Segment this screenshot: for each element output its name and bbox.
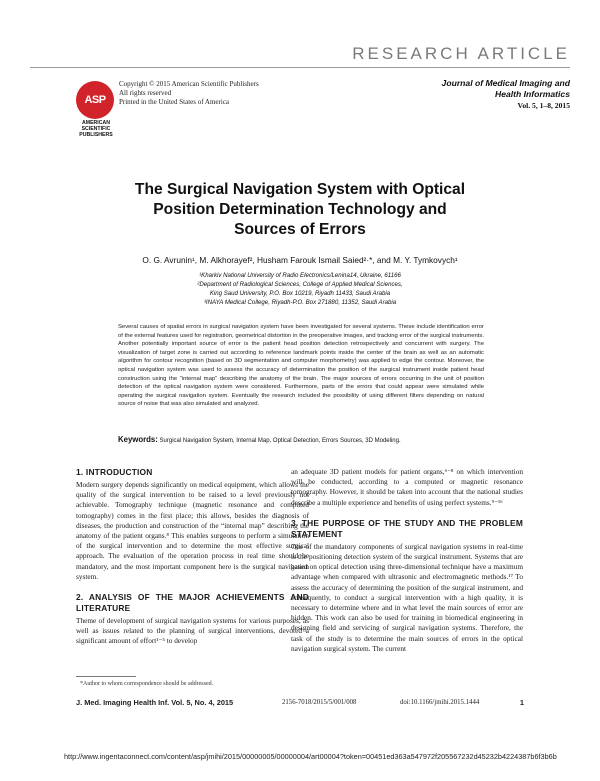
section-text: One of the mandatory components of surgical navigation systems in real-time is the positioning detection system of the surgical instrument. Systems that are based on optical detection using three-dimensional technique have a maximum advantage when compared with ultrasonic and electromagnetic methods.¹⁷ To assess the accuracy of determining the position of the surgical instrument, and consequently, to conduct a surgical intervention with a high quality, it is necessary to determine where and in what level the main sources of error are hidden. This work can also be used for training in biomedical engineering in designing field and servicing of surgical navigation systems. Therefore, the task of the study is to determine the main sources of errors in the optical navigation surgical system. The current	[291, 541, 523, 653]
copyright-block	[119, 80, 259, 107]
right-column	[291, 467, 523, 654]
journal-name-line1: Journal of Medical Imaging and	[441, 78, 570, 88]
keywords-list: Surgical Navigation System, Internal Map, Optical Detection, Errors Sources, 3D Modeling.	[159, 438, 401, 444]
title-line: The Surgical Navigation System with Optical	[134, 181, 466, 198]
publisher-name-line: SCIENTIFIC	[81, 126, 111, 132]
section-text: Theme of development of surgical navigation systems for various purposes, as well as issues related to the planning of surgical interventions, devoted a significant amount of effort¹⁻⁵ to develop	[76, 616, 309, 646]
footnote-rule	[76, 676, 136, 677]
section-text: an adequate 3D patient models for patient organs,⁶⁻⁸ on which intervention will be conducted, according to a computed or magnetic resonance tomography. However, it should be taken into account that the national studies describe a multiple experience and benefits of using perfect systems.⁹⁻¹⁶	[291, 467, 523, 507]
copyright-line: All rights reserved	[119, 89, 172, 97]
copyright-line: Printed in the United States of America	[119, 98, 230, 106]
affiliation-line: ¹Kharkiv National University of Radio Electronics/Lenina14, Ukraine, 61166	[199, 272, 401, 279]
footer-issn: 2156-7018/2015/5/001/008	[282, 699, 357, 706]
section-heading: 2. ANALYSIS OF THE MAJOR ACHIEVEMENTS AND LITERATURE	[76, 592, 309, 614]
copyright-line: Copyright © 2015 American Scientific Publishers	[119, 80, 259, 88]
section-heading: 1. INTRODUCTION	[76, 467, 153, 477]
footnote: *Author to whom correspondence should be addressed.	[80, 681, 214, 687]
footer-page-number: 1	[519, 698, 524, 707]
left-column	[76, 467, 309, 647]
publisher-name-line: PUBLISHERS	[79, 132, 113, 138]
research-article-label: RESEARCH ARTICLE	[352, 44, 570, 63]
footer-doi: doi:10.1166/jmihi.2015.1444	[400, 699, 480, 706]
section-heading: 3. THE PURPOSE OF THE STUDY AND THE PROBLEM STATEMENT	[291, 517, 523, 539]
affiliations	[110, 271, 490, 307]
header-rule	[30, 67, 570, 68]
publisher-name	[73, 120, 119, 138]
affiliation-line: ³INAYA Medical College, Riyadh-P.O. Box 271880, 11352, Saudi Arabia	[203, 299, 397, 306]
title-line: Position Determination Technology and	[153, 201, 447, 218]
source-url[interactable]: http://www.ingentaconnect.com/content/asp/jmihi/2015/00000005/00000004/art00004?token=00451ed363a547972f205567232d45232b4224387b6f3b6b	[64, 752, 557, 761]
spacer	[291, 508, 523, 518]
section-text: Modern surgery depends significantly on medical equipment, which allows the quality of the surgical intervention to be raised to a level previously not achievable. Tomography technique (magnetic resonance and computed tomography) comes in the first place; this allows, besides the diagnosis of diseases, the production and construction of the “internal map” describing the anatomy of the patient organs.⁸ This enables surgeons to perform a simulation of the surgical intervention and to determine the most effective surgical approach. The evaluation of the operation process in real time should be mandatory, and the most important component here is the surgical navigation system.	[76, 480, 309, 581]
title-line: Sources of Errors	[234, 221, 366, 238]
article-title	[70, 180, 530, 240]
journal-volume: Vol. 5, 1–8, 2015	[517, 101, 570, 110]
affiliation-line: ²Department of Radiological Sciences, College of Applied Medical Sciences,	[197, 281, 403, 288]
abstract: Several causes of spatial errors in surgical navigation system have been investigated for several systems. These include identification error of the external features used for registration, geometrical distortion in the preoperative images, and tracking error of the surgical instruments. Another potentially important source of error is the patient head position detection retrospectively and concurrent with surgery. The visualization of target zone is carried out according to reference landmark points inside the center of the brain as well as an automatic algorithm for contour recognition (based on 3D segmentation and computer morphometry) was applied to edge the contour. Moreover, the optical navigation system was used to assess the accuracy of determination the position of the surgical instrument inside patient head construction using the “internal map” describing the anatomy of the brain. The major sources of errors occurring in the unit of position detection of the optical navigation system were considered. Furthermore, parts of the errors that could appear were simulated while operating the surgical navigation system. Eventually the research included the possibility of using different filters depending on natural source of noise that was also simulated and analyzed.	[118, 324, 484, 408]
footer-journal: J. Med. Imaging Health Inf. Vol. 5, No. 4, 2015	[76, 698, 234, 707]
affiliation-line: King Saud University, P.O. Box 10219, Riyadh 11433, Saudi Arabia	[209, 290, 391, 297]
journal-name-line2: Health Informatics	[495, 89, 570, 99]
publisher-logo-text: ASP	[84, 94, 106, 106]
publisher-name-line: AMERICAN	[82, 120, 110, 126]
keywords-label: Keywords:	[118, 435, 158, 444]
author-list: O. G. Avrunin¹, M. Alkhorayef², Husham Farouk Ismail Saied²·*, and M. Y. Tymkovych¹	[142, 255, 458, 265]
page-footer	[76, 698, 524, 710]
publisher-logo	[76, 81, 114, 119]
spacer	[76, 582, 309, 592]
keywords	[118, 435, 498, 444]
journal-block	[400, 78, 570, 110]
